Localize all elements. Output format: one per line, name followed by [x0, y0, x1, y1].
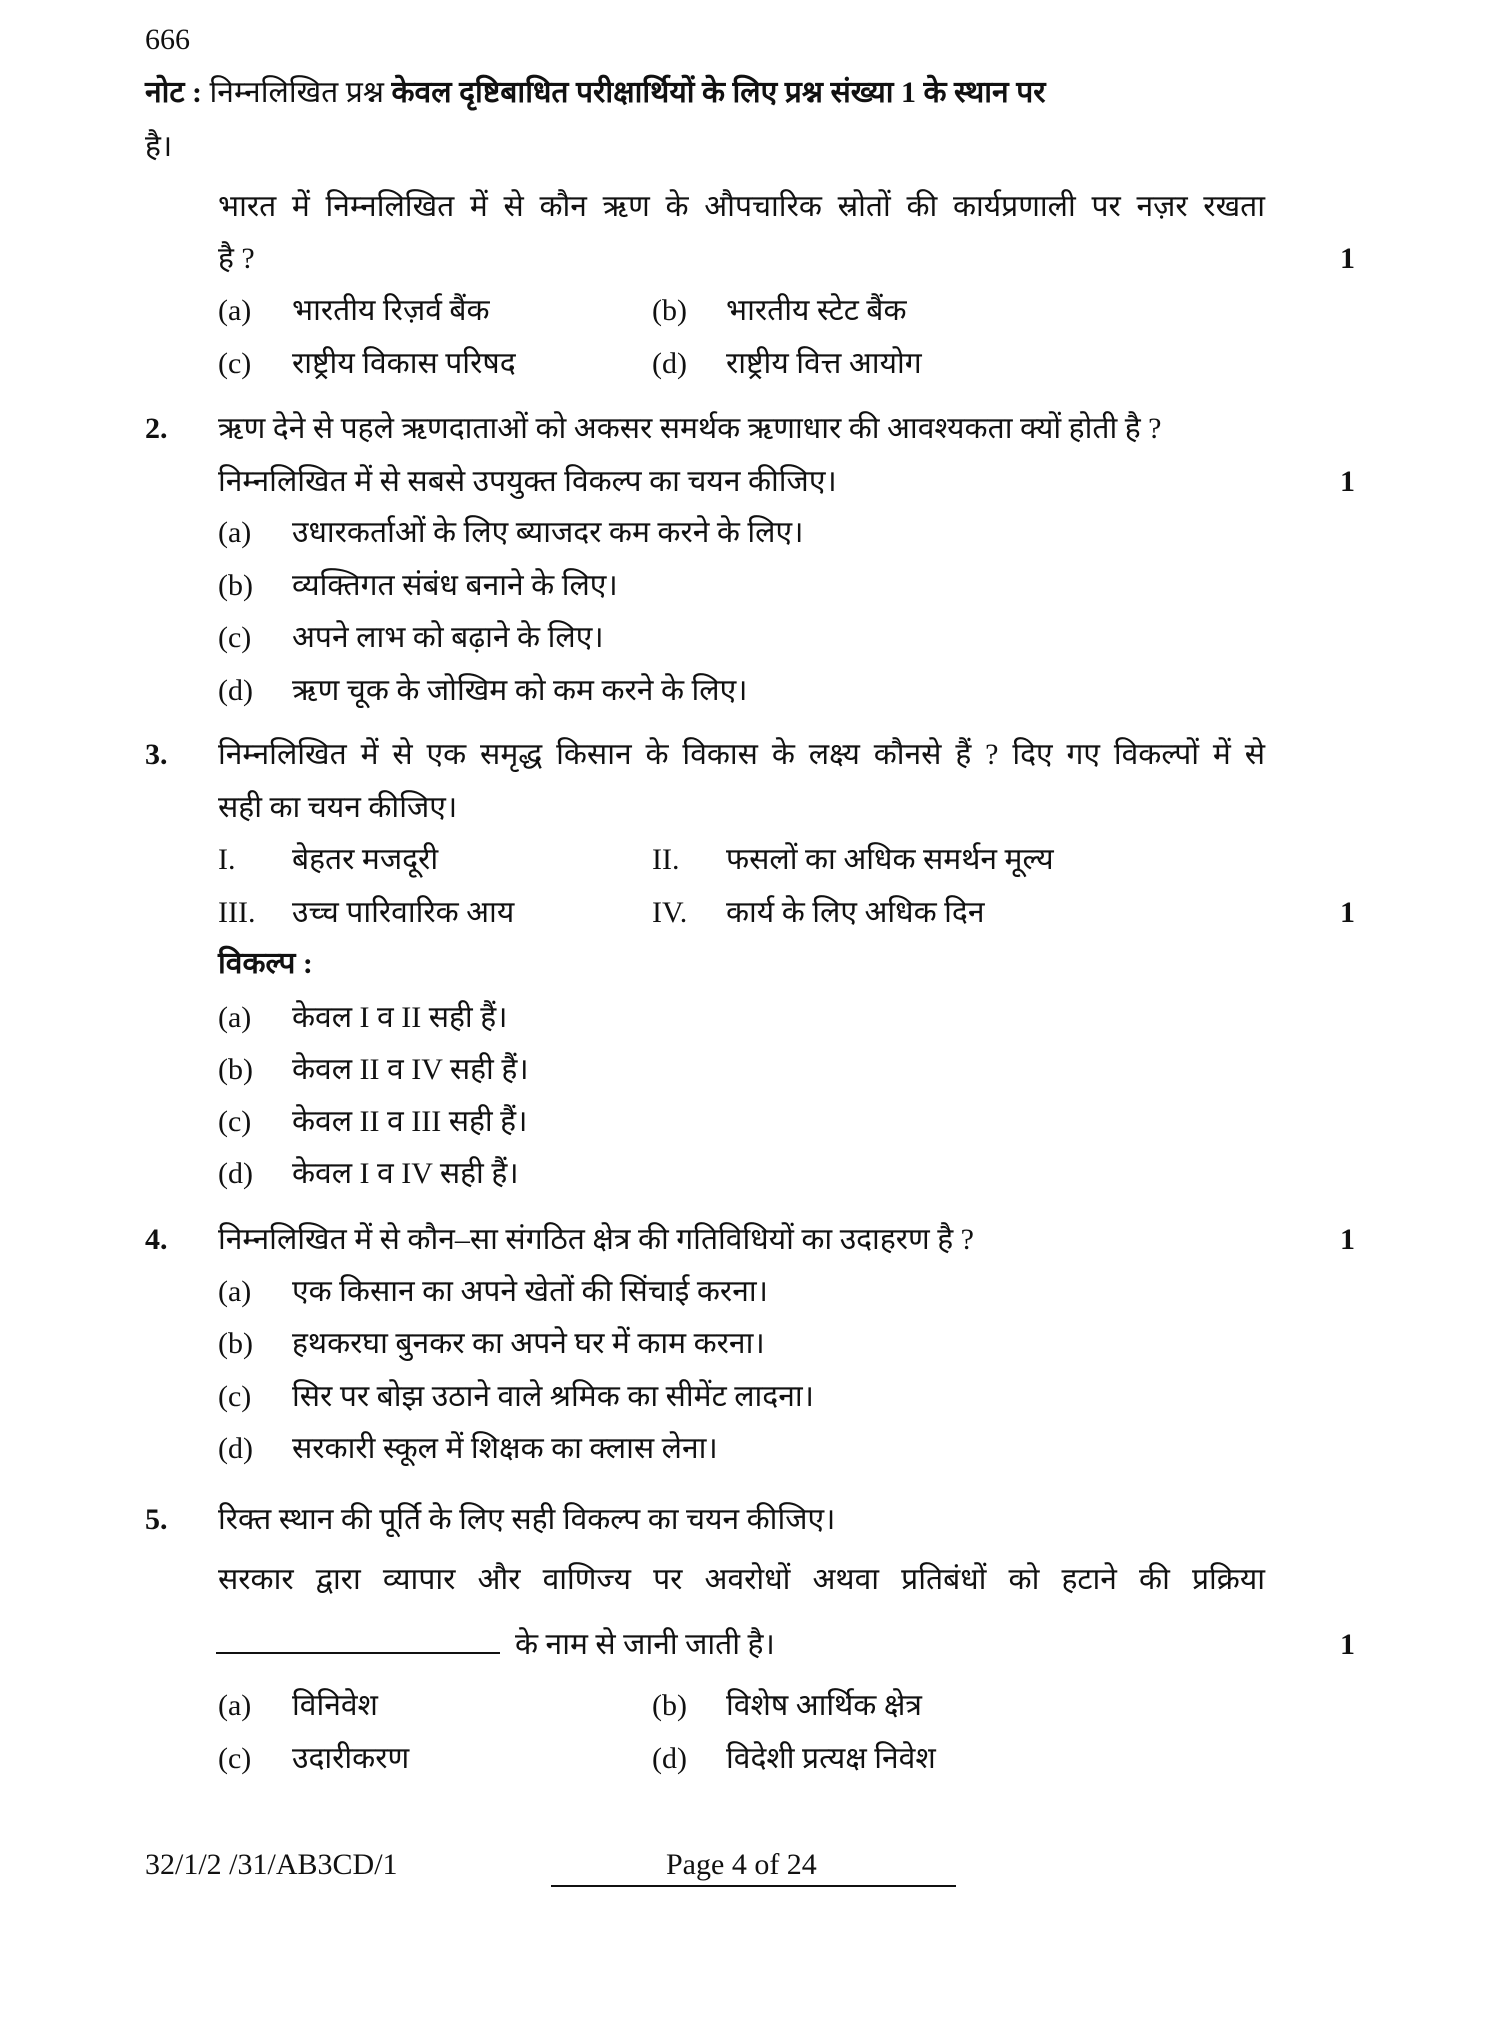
option-label: (b) [652, 294, 687, 327]
options-heading: विकल्प : [218, 947, 313, 980]
option-text: उधारकर्ताओं के लिए ब्याजदर कम करने के लिए। [292, 516, 804, 549]
footer-underline [551, 1885, 956, 1887]
fill-in-blank-line [216, 1652, 500, 1654]
option-text: भारतीय स्टेट बैंक [726, 294, 907, 327]
note [145, 75, 1046, 111]
question-3-marks: 1 [1340, 896, 1355, 929]
option-text: केवल II व III सही हैं। [292, 1105, 528, 1138]
question-4-number: 4. [145, 1223, 168, 1256]
option-text: अपने लाभ को बढ़ाने के लिए। [292, 621, 604, 654]
option-label: (a) [218, 516, 252, 549]
statement-label: II. [652, 843, 680, 876]
note-text-bold: केवल दृष्टिबाधित परीक्षार्थियों के लिए प्रश्न संख्या 1 के स्थान पर [391, 76, 1046, 109]
question-1-line-1: भारत में निम्नलिखित में से कौन ऋण के औपचारिक स्रोतों की कार्यप्रणाली पर नज़र रखता [218, 190, 1265, 223]
question-2-line-1: ऋण देने से पहले ऋणदाताओं को अकसर समर्थक ऋणाधार की आवश्यकता क्यों होती है ? [218, 412, 1162, 445]
option-text: केवल II व IV सही हैं। [292, 1053, 529, 1086]
option-text: केवल I व II सही हैं। [292, 1001, 508, 1034]
footer-page-number: Page 4 of 24 [666, 1848, 817, 1881]
question-3-line-2: सही का चयन कीजिए। [218, 791, 458, 824]
question-4-marks: 1 [1340, 1223, 1355, 1256]
footer-paper-code: 32/1/2 /31/AB3CD/1 [145, 1848, 398, 1881]
option-label: (a) [218, 1689, 252, 1722]
statement-label: IV. [652, 896, 688, 929]
option-text: उदारीकरण [292, 1742, 410, 1775]
option-label: (a) [218, 1001, 252, 1034]
option-text: विशेष आर्थिक क्षेत्र [726, 1689, 922, 1722]
question-5-line-1: रिक्त स्थान की पूर्ति के लिए सही विकल्प का चयन कीजिए। [218, 1503, 836, 1536]
note-prefix: नोट : [145, 76, 203, 109]
question-2-marks: 1 [1340, 465, 1355, 498]
statement-label: III. [218, 896, 256, 929]
option-text: हथकरघा बुनकर का अपने घर में काम करना। [292, 1327, 765, 1360]
option-label: (c) [218, 1742, 252, 1775]
option-label: (d) [218, 1432, 253, 1465]
option-text: सिर पर बोझ उठाने वाले श्रमिक का सीमेंट लादना। [292, 1380, 815, 1413]
note-text: निम्नलिखित प्रश्न [209, 76, 385, 109]
option-text: विनिवेश [292, 1689, 378, 1722]
option-label: (c) [218, 1380, 252, 1413]
option-label: (a) [218, 1275, 252, 1308]
question-4-line-1: निम्नलिखित में से कौन–सा संगठित क्षेत्र की गतिविधियों का उदाहरण है ? [218, 1223, 974, 1256]
option-text: भारतीय रिज़र्व बैंक [292, 294, 490, 327]
question-2-number: 2. [145, 412, 168, 445]
option-text: केवल I व IV सही हैं। [292, 1157, 519, 1190]
question-2-line-2: निम्नलिखित में से सबसे उपयुक्त विकल्प का चयन कीजिए। [218, 465, 837, 498]
option-label: (d) [652, 1742, 687, 1775]
question-5-line-2: सरकार द्वारा व्यापार और वाणिज्य पर अवरोधों अथवा प्रतिबंधों को हटाने की प्रक्रिया [218, 1563, 1265, 1596]
question-5-line-3: के नाम से जानी जाती है। [515, 1628, 775, 1661]
option-text: राष्ट्रीय वित्त आयोग [726, 347, 922, 380]
question-5-number: 5. [145, 1503, 168, 1536]
option-text: ऋण चूक के जोखिम को कम करने के लिए। [292, 674, 748, 707]
statement-text: कार्य के लिए अधिक दिन [726, 896, 985, 929]
option-text: राष्ट्रीय विकास परिषद [292, 347, 516, 380]
question-1-line-2: है ? [218, 242, 255, 275]
statement-text: उच्च पारिवारिक आय [292, 896, 515, 929]
question-1-marks: 1 [1340, 242, 1355, 275]
option-label: (b) [218, 1053, 253, 1086]
option-text: विदेशी प्रत्यक्ष निवेश [726, 1742, 936, 1775]
option-label: (d) [652, 347, 687, 380]
statement-text: फसलों का अधिक समर्थन मूल्य [726, 843, 1054, 876]
option-label: (d) [218, 674, 253, 707]
question-3-line-1: निम्नलिखित में से एक समृद्ध किसान के विकास के लक्ष्य कौनसे हैं ? दिए गए विकल्पों में से [218, 738, 1265, 771]
option-label: (c) [218, 621, 252, 654]
option-text: एक किसान का अपने खेतों की सिंचाई करना। [292, 1275, 768, 1308]
option-text: व्यक्तिगत संबंध बनाने के लिए। [292, 569, 618, 602]
page-number-top: 666 [145, 23, 190, 56]
option-label: (a) [218, 294, 252, 327]
option-label: (d) [218, 1157, 253, 1190]
option-label: (c) [218, 1105, 252, 1138]
option-label: (c) [218, 347, 252, 380]
option-text: सरकारी स्कूल में शिक्षक का क्लास लेना। [292, 1432, 718, 1465]
option-label: (b) [218, 569, 253, 602]
question-5-marks: 1 [1340, 1628, 1355, 1661]
note-line-2: है। [145, 130, 173, 163]
statement-text: बेहतर मजदूरी [292, 843, 439, 876]
question-3-number: 3. [145, 738, 168, 771]
option-label: (b) [652, 1689, 687, 1722]
option-label: (b) [218, 1327, 253, 1360]
statement-label: I. [218, 843, 236, 876]
